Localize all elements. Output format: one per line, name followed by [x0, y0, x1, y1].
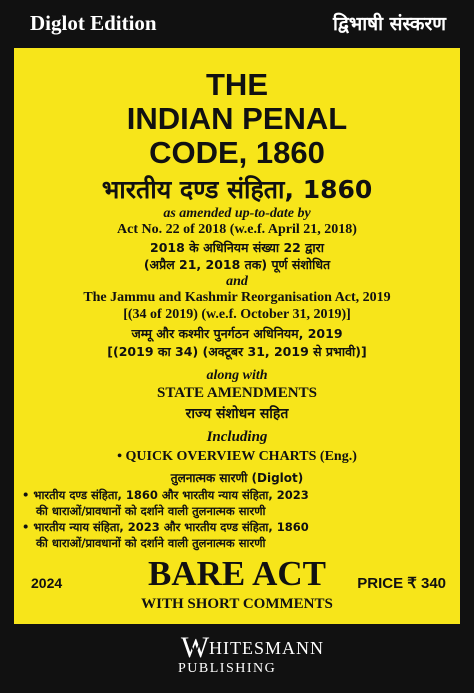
- bullet-2-line-1: • भारतीय न्याय संहिता, 2023 और भारतीय दण्ड संहिता, 1860: [22, 520, 309, 534]
- amended-intro: as amended up-to-date by: [163, 206, 311, 221]
- and-label: and: [226, 274, 248, 289]
- jk-hindi-2: [(2019 का 34) (अक्टूबर 31, 2019 से प्रभावी)]: [107, 344, 367, 359]
- edition-hindi: द्विभाषी संस्करण: [333, 13, 446, 35]
- amendment-act: Act No. 22 of 2018 (w.e.f. April 21, 2018): [117, 222, 357, 237]
- bullet-1-line-2: की धाराओं/प्रावधानों को दर्शाने वाली तुलनात्मक सारणी: [36, 504, 266, 518]
- along-with-label: along with: [206, 368, 268, 383]
- title-line-3: CODE, 1860: [149, 135, 325, 170]
- amendment-hindi-1: 2018 के अधिनियम संख्या 22 द्वारा: [150, 240, 324, 255]
- edition-year: 2024: [31, 575, 63, 591]
- short-comments-label: WITH SHORT COMMENTS: [141, 596, 333, 612]
- including-label: Including: [206, 429, 268, 445]
- title-line-1: THE: [206, 67, 268, 102]
- jk-act: The Jammu and Kashmir Reorganisation Act, 2019: [83, 290, 391, 305]
- publisher-name: HITESMANN: [209, 638, 324, 658]
- bullet-1-line-1: • भारतीय दण्ड संहिता, 1860 और भारतीय न्याय संहिता, 2023: [22, 488, 309, 502]
- bare-act-title: BARE ACT: [148, 554, 326, 593]
- price-label: PRICE ₹ 340: [357, 575, 446, 592]
- yellow-panel: [14, 48, 460, 624]
- jk-act-ref: [(34 of 2019) (w.e.f. October 31, 2019)]: [123, 307, 351, 322]
- edition-english: Diglot Edition: [30, 11, 157, 35]
- svg-text:W: W: [180, 632, 210, 662]
- jk-hindi-1: जम्मू और कश्मीर पुनर्गठन अधिनियम, 2019: [131, 326, 343, 341]
- title-hindi: भारतीय दण्ड संहिता, 1860: [101, 175, 373, 204]
- state-amendments: STATE AMENDMENTS: [157, 385, 317, 401]
- w-monogram-icon: [180, 632, 210, 662]
- quick-overview-charts: • QUICK OVERVIEW CHARTS (Eng.): [117, 449, 357, 464]
- edition-banner: [0, 0, 474, 48]
- bullet-2-line-2: की धाराओं/प्रावधानों को दर्शाने वाली तुलनात्मक सारणी: [36, 536, 266, 550]
- comparison-table-label: तुलनात्मक सारणी (Diglot): [170, 471, 304, 485]
- amendment-hindi-2: (अप्रैल 21, 2018 तक) पूर्ण संशोधित: [143, 257, 331, 272]
- state-amendments-hindi: राज्य संशोधन सहित: [185, 406, 289, 422]
- publisher-logo: [0, 632, 474, 688]
- title-line-2: INDIAN PENAL: [126, 101, 348, 136]
- publisher-subtitle: PUBLISHING: [178, 661, 277, 676]
